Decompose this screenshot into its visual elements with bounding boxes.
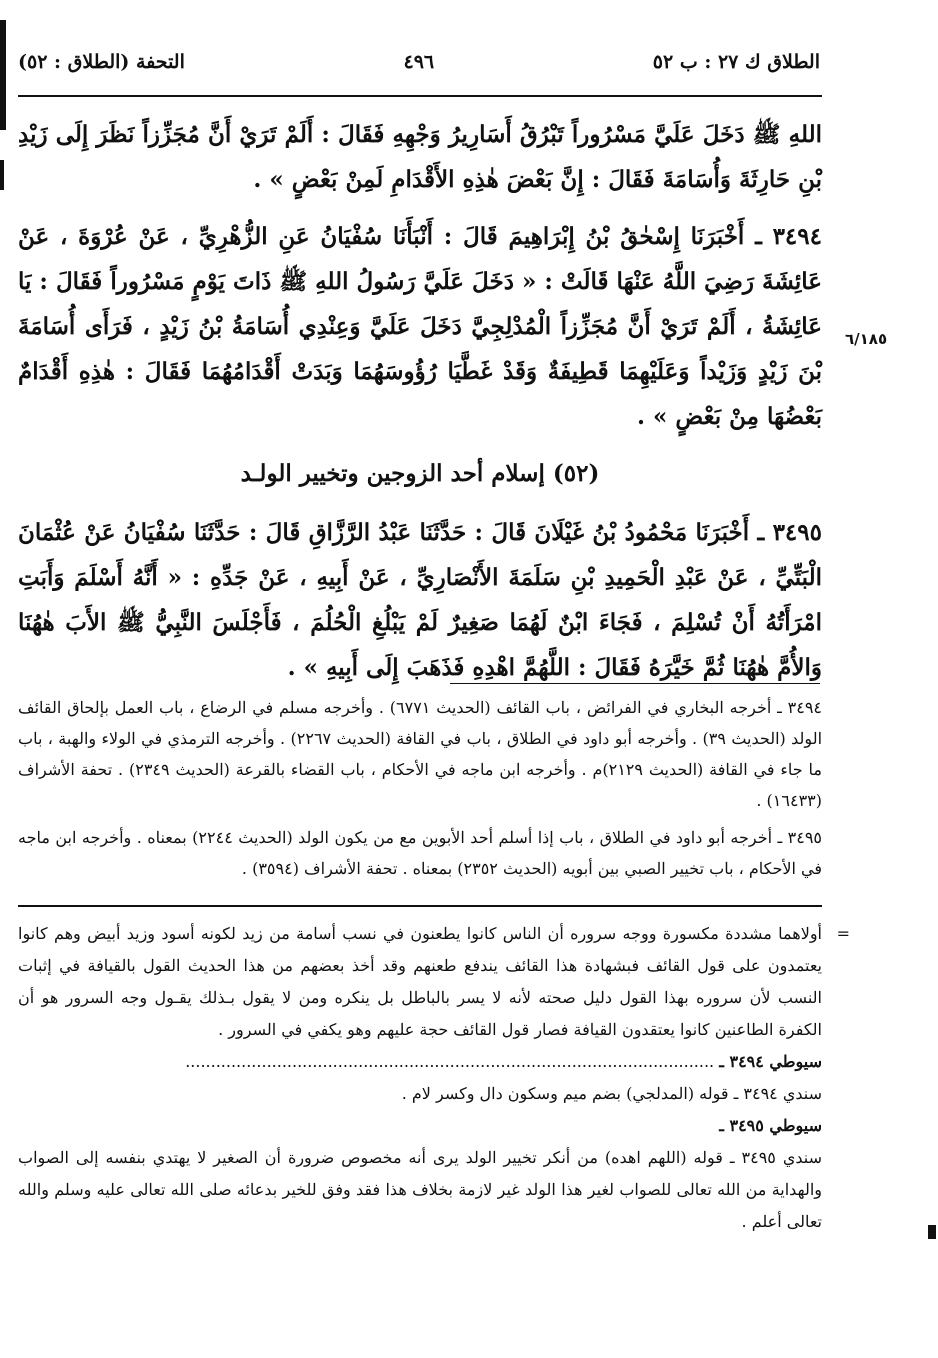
suyuti-3494-label: سيوطي ٣٤٩٤ ـ xyxy=(719,1052,822,1071)
hadith-3494: ٣٤٩٤ ـ أَخْبَرَنَا إِسْحٰقُ بْنُ إِبْرَاهِيمَ قَالَ : أَنْبَأَنَا سُفْيَانُ عَنِ الزُّهْرِيِّ ، عَنْ عُرْوَةَ ، عَنْ عَائِشَةَ رَضِيَ اللَّهُ عَنْهَا قَالَتْ : « دَخَلَ عَلَيَّ رَسُولُ اللهِ ﷺ ذَاتَ يَوْمٍ مَسْرُوراً فَقَالَ : يَا عَائِشَةُ ، أَلَمْ تَرَيْ أَنَّ مُجَزِّزاً الْمُدْلِجِيَّ دَخَلَ عَلَيَّ وَعِنْدِي أُسَامَةُ بْنُ زَيْدٍ ، فَرَأَى أُسَامَةَ بْنَ زَيْدٍ وَزَيْداً وَعَلَيْهِمَا قَطِيفَةٌ وَقَدْ غَطَّيَا رُؤُوسَهُمَا وَبَدَتْ أَقْدَامُهُمَا فَقَالَ : هٰذِهِ أَقْدَامٌ بَعْضُهَا مِنْ بَعْضٍ » . xyxy=(18,223,822,430)
scan-edge-mark xyxy=(928,1225,936,1239)
commentary-separator xyxy=(18,905,822,907)
suyuti-3494 xyxy=(18,1046,822,1078)
section-heading: (٥٢) إسلام أحد الزوجين وتخيير الولـد xyxy=(240,460,600,487)
note-3495: ٣٤٩٥ ـ أخرجه أبو داود في الطلاق ، باب إذا أسلم أحد الأبوين مع من يكون الولد (الحديث ٢٢٤٤) بمعناه . وأخرجه ابن ماجه في الأحكام ، باب تخيير الصبي بين أبويه (الحديث ٢٣٥٢) بمعناه . تحفة الأشراف (٣٥٩٤) . xyxy=(18,828,822,878)
continuation-marker: = xyxy=(836,924,850,943)
commentary-continuation: أولاهما مشددة مكسورة ووجه سروره أن الناس كانوا يطعنون في نسب أسامة من زيد لكونه أسود وزيد أبيض وهم كانوا يعتمدون على قول القائف فبشهادة هذا القائف يندفع طعنهم وقد أخذ بعضهم من هذا الحديث القول بالقيافة في إثبات النسب لأن سروره بهذا القول دليل صحته لأنه لا يسر بالباطل بل ينكره ومن لا يقول بـذلك يقـول وجه السرور هو أن الكفرة الطاعنين كانوا يعتقدون القيافة فصار قول القائف حجة عليهم وهو يكفي في السرور . xyxy=(18,924,823,1039)
hadith-continuation: اللهِ ﷺ دَخَلَ عَلَيَّ مَسْرُوراً تَبْرُقُ أَسَارِيرُ وَجْهِهِ فَقَالَ : أَلَمْ تَرَيْ أَنَّ مُجَزِّزاً نَظَرَ إِلَى زَيْدِ بْنِ حَارِثَةَ وَأُسَامَةَ فَقَالَ : إِنَّ بَعْضَ هٰذِهِ الأَقْدَامِ لَمِنْ بَعْضٍ » . xyxy=(18,121,822,193)
suyuti-3495-label: سيوطي ٣٤٩٥ ـ xyxy=(719,1116,822,1135)
scan-edge-mark xyxy=(0,20,6,130)
running-header xyxy=(18,44,820,80)
takhrij-notes xyxy=(18,692,822,890)
scan-edge-mark xyxy=(0,160,4,190)
header-chapter-ref: الطلاق ك ٢٧ : ب ٥٢ xyxy=(652,51,820,73)
page-number: ٤٩٦ xyxy=(403,51,435,73)
suyuti-3494-dots: ........................................................................................................ xyxy=(185,1052,715,1071)
sindi-3494: سندي ٣٤٩٤ ـ قوله (المدلجي) بضم ميم وسكون دال وكسر لام . xyxy=(401,1084,822,1103)
header-rule xyxy=(18,95,822,97)
sindi-3495: سندي ٣٤٩٥ ـ قوله (اللهم اهده) من أنكر تخيير الولد يرى أنه مخصوص ضرورة أن الصغير لا يهتدي بنفسه إلى الصواب والهداية من الله تعالى للصواب لغير هذا الولد غير لازمة بخلاف هذا فقد وفق للخير بدعائه صلى الله تعالى عليه وسلم والله تعالى أعلم . xyxy=(18,1148,822,1231)
main-text xyxy=(18,112,822,702)
footnote-separator xyxy=(450,683,820,684)
commentary xyxy=(18,918,850,1238)
suyuti-3495 xyxy=(18,1110,822,1142)
header-book-ref: التحفة (الطلاق : ٥٢) xyxy=(18,51,185,73)
hadith-3495: ٣٤٩٥ ـ أَخْبَرَنَا مَحْمُودُ بْنُ غَيْلَانَ قَالَ : حَدَّثَنَا عَبْدُ الرَّزَّاقِ قَالَ : حَدَّثَنَا سُفْيَانُ عَنْ عُثْمَانَ الْبَتِّيِّ ، عَنْ عَبْدِ الْحَمِيدِ بْنِ سَلَمَةَ الأَنْصَارِيِّ ، عَنْ أَبِيهِ ، عَنْ جَدِّهِ : « أَنَّهُ أَسْلَمَ وَأَبَتِ امْرَأَتُهُ أَنْ تُسْلِمَ ، فَجَاءَ ابْنٌ لَهُمَا صَغِيرٌ لَمْ يَبْلُغِ الْحُلُمَ ، فَأَجْلَسَ النَّبِيُّ ﷺ الأَبَ هٰهُنَا وَالأُمَّ هٰهُنَا ثُمَّ خَيَّرَهُ فَقَالَ : اللَّهُمَّ اهْدِهِ فَذَهَبَ إِلَى أَبِيهِ » . xyxy=(18,519,822,681)
note-3494: ٣٤٩٤ ـ أخرجه البخاري في الفرائض ، باب القائف (الحديث ٦٧٧١) . وأخرجه مسلم في الرضاع ، باب العمل بإلحاق القائف الولد (الحديث ٣٩) . وأخرجه أبو داود في الطلاق ، باب في القافة (الحديث ٢٢٦٧) . وأخرجه الترمذي في الولاء والهبة ، باب ما جاء في القافة (الحديث ٢١٢٩)م . وأخرجه ابن ماجه في الأحكام ، باب القضاء بالقرعة (الحديث ٢٣٤٩) . تحفة الأشراف (١٦٤٣٣) . xyxy=(18,698,823,810)
margin-note: ٦/١٨٥ xyxy=(845,330,888,348)
